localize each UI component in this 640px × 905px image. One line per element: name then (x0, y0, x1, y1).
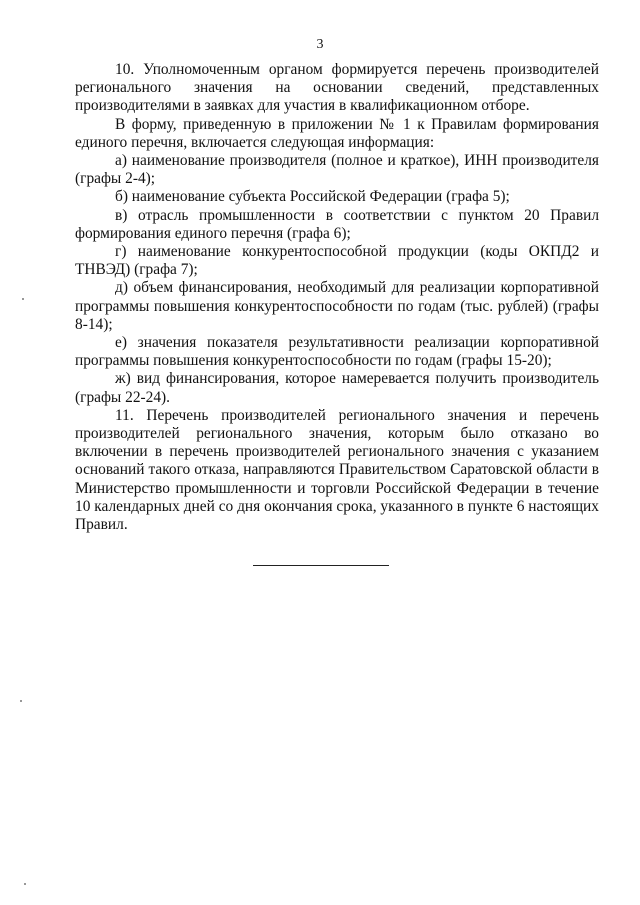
page-number: 3 (316, 37, 324, 52)
list-item-b: б) наименование субъекта Российской Федерации (графа 5); (115, 188, 510, 206)
margin-dot (24, 883, 26, 885)
paragraph-form-intro: В форму, приведенную в приложении № 1 к Правилам формирования единого перечня, включается следующая информация: (75, 115, 599, 151)
list-item-a: а) наименование производителя (полное и краткое), ИНН производителя (графы 2-4); (75, 152, 599, 188)
paragraph-10: 10. Уполномоченным органом формируется перечень производителей регионального значения на основании сведений, представленных производителями в заявках для участия в квалификационном отборе. (75, 61, 599, 115)
margin-dot (20, 700, 22, 702)
margin-dot (22, 298, 24, 300)
document-body (75, 61, 599, 534)
list-item-e: е) значения показателя результативности реализации корпоративной программы повышения конкурентоспособности по годам (графы 15-20); (75, 334, 599, 370)
list-item-g: г) наименование конкурентоспособной продукции (коды ОКПД2 и ТНВЭД) (графа 7); (75, 243, 599, 279)
paragraph-11: 11. Перечень производителей регионального значения и перечень производителей регионального значения, которым было отказано во включении в перечень производителей регионального значения с указанием оснований такого отказа, направляются Правительством Саратовской области в Министерство промышленности и торговли Российской Федерации в течение 10 календарных дней со дня окончания срока, указанного в пункте 6 настоящих Правил. (75, 406, 599, 534)
list-item-d: д) объем финансирования, необходимый для реализации корпоративной программы повышения конкурентоспособности по годам (тыс. рублей) (графы 8-14); (75, 279, 599, 333)
list-item-v: в) отрасль промышленности в соответствии с пунктом 20 Правил формирования единого перечня (графа 6); (75, 206, 599, 242)
end-of-text-rule (253, 565, 389, 566)
list-item-zh: ж) вид финансирования, которое намеревается получить производитель (графы 22-24). (75, 370, 599, 406)
